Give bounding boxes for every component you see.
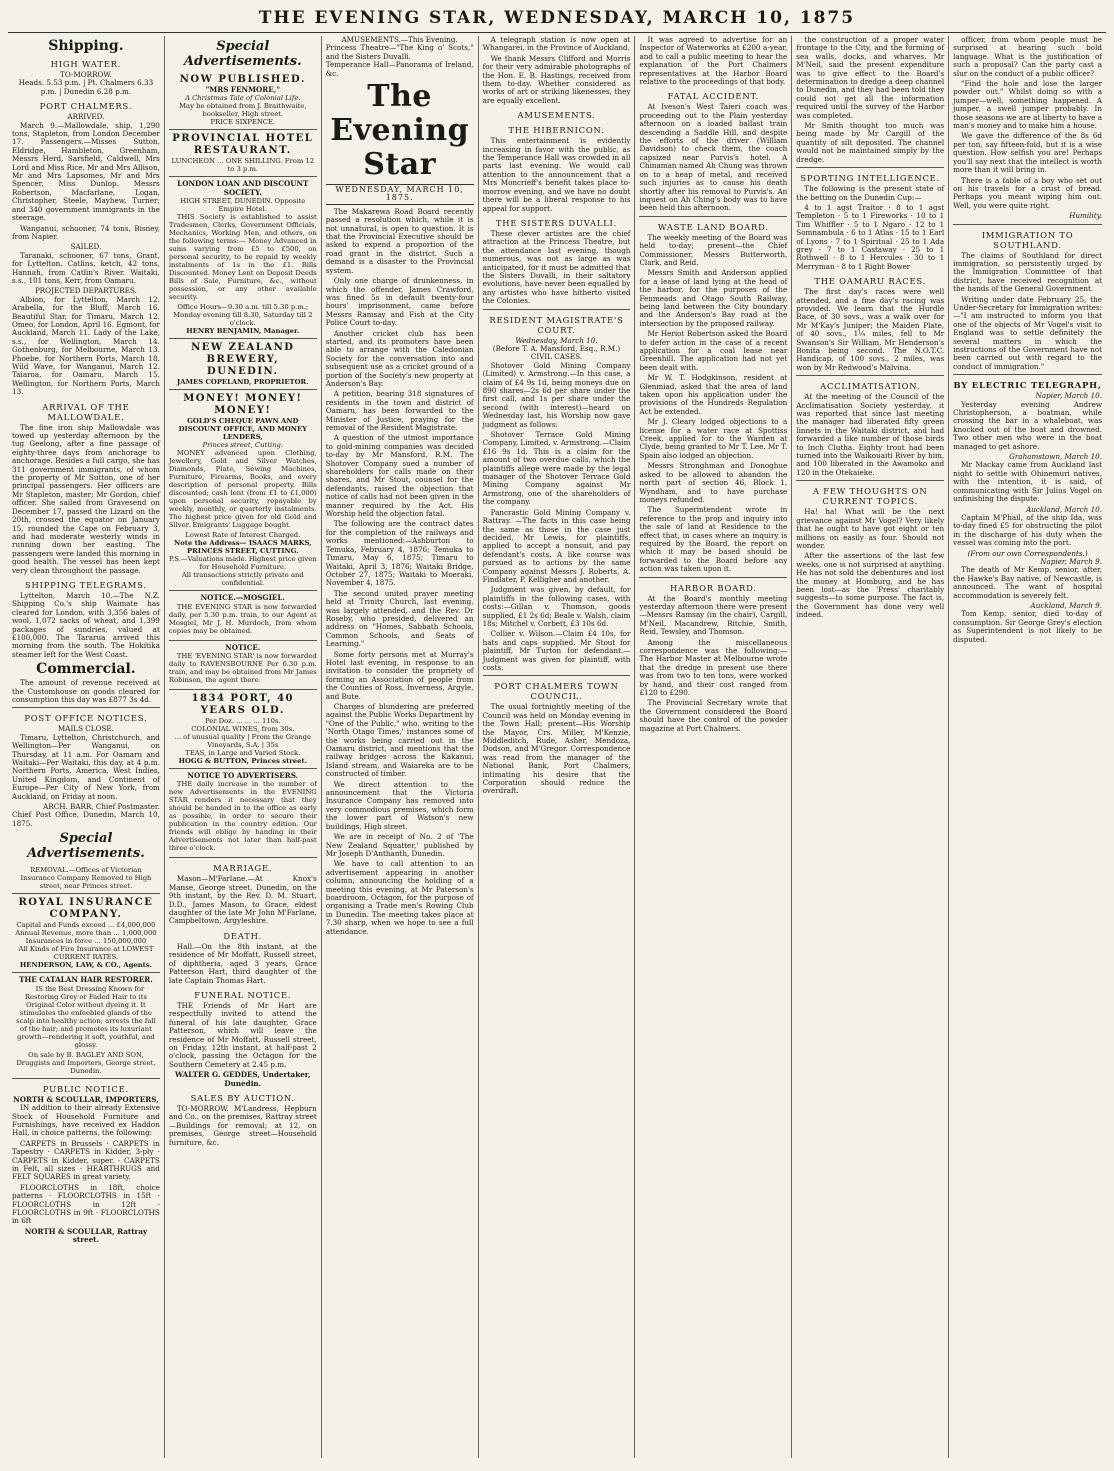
catalan-ad — [12, 973, 160, 1078]
immigration-text-2: Writing under date February 25, the Under-Secretary for Immigration writes:—"I am instructed to inform you that one of the objects of Mr Vogel's visit to England was to settle definitely the several matters in which the instructions of the Government have not been carried out with regard to the conduct of immigration." — [953, 294, 1103, 371]
sporting-intro: The following is the present state of the betting on the Dunedin Cup:— — [796, 184, 945, 202]
mosgiel-text: THE EVENING STAR is now forwarded daily, per 5.30 p.m. train, to our Agent at Mosgiel, Mr J. H. Murdoch, from whom copies may be obtained. — [168, 602, 317, 635]
mallowdale-text: The fine iron ship Mallowdale was towed up yesterday afternoon by the tug Geelong, after a fine passage of eighty-three days from anchorage to anchorage. Besides a full cargo, she has 311 government immigrants, of whom the property of Mr Sutton, one of her principal passengers. Her officers are Mr Stapleton, master; Mr Gordon, chief officer. She sailed from Gravesend on December 17, passed the Lizard on the 20th, crossed the equator on January 15, rounded the Cape on February 3, and had moderate westerly winds in running down her easting. The passengers were landed this morning in good health. The vessel has been kept very clean throughout the passage. — [12, 422, 160, 575]
post-sign: ARCH. BARR, Chief Postmaster. — [43, 802, 160, 812]
commercial-title: Commercial. — [36, 661, 136, 678]
divider — [796, 167, 944, 168]
loan-address: HIGH STREET, DUNEDIN. Opposite Empire Hotel. — [180, 197, 306, 214]
court-text-4: Judgment was given, by default, for plaintiffs in the following cases, with costs:—Gillan v. Thomson, goods supplied, £1 2s 6d; Beale v. Walsh, claim 18s; Mitchel v. Corbett, £3 10s 6d. — [482, 585, 631, 628]
dateline: WEDNESDAY, MARCH 10, 1875. — [326, 184, 474, 205]
leader-p7: The second united prayer meeting held at Trinity Church, last evening, was largely attended, and the Rev. Dr Roseby, who presided, delivered an address on "Homes, Sabbath Schools, Common Schools, and Seats of Learning." — [325, 588, 474, 649]
court-before: (Before T. A. Mansford, Esq., R.M.) — [492, 343, 621, 353]
council-text: The usual fortnightly meeting of the Council was held on Monday evening in the Town Hall; present—His Worship the Mayor, Crs. Miller, M'Kenzie, Middleditch, Rude, Asher, Mendoza, Dodson, and M'Gregor. Correspondence was read from the manager of the National Bank, Port Chalmers, intimating his desire that the Corporation should reduce the overdraft. — [482, 702, 631, 796]
catalan-sale: On sale by B. BAGLEY AND SON, Druggists and Importers, George street, Dunedin. — [16, 1050, 156, 1075]
royal-agent: HENDERSON, LAW, & CO., Agents. — [19, 961, 152, 970]
divider — [796, 480, 944, 481]
auckland-title: Auckland, March 10. — [1025, 504, 1103, 514]
loan-title: LONDON LOAN AND DISCOUNT SOCIETY. — [177, 179, 309, 197]
removal-text: REMOVAL.—Offices of Victorian Insurance Company Removed to High street, near Princes street. — [20, 866, 152, 891]
money-ad — [169, 390, 317, 591]
amusements-top: AMUSEMENTS.—This Evening. — [341, 36, 458, 44]
leader-p5: A question of the utmost importance to gold-mining companies was decided to-day by Mr Mansford, R.M. The Shotover Company sued a number of shareholders for calls made on their shares, and Mr Stout, counsel for the defendants, raised the objection that notice of calls had not been given in the manner required by the Act. His Worship held the objection fatal. — [325, 433, 474, 519]
harbor-text-2: Among the miscellaneous correspondence was the following:—The Harbor Master at Melbourne wrote that the dredge in present use there was from two to ten tons, were worked by hand, and their cost ranged from £120 to £290. — [639, 637, 788, 698]
leader-p6: The following are the contract dates for the completion of the railways and works mentioned:—Ashburton to Temuka, February 4, 1876; Temuka to Timaru, May 6, 1875; Timaru to Waitaki, April 3, 1876; Waitaki Bridge, October 27, 1875; Waitaki to Moeraki, November 4, 1875. — [325, 519, 474, 588]
auckland2-text: Tom Kemp, senior, died to-day of consumption. Sir George Grey's election as Superintendent is not likely to be disputed. — [953, 609, 1103, 644]
projected-label: PROJECTED DEPARTURES. — [34, 286, 137, 296]
waste-text-5: Mr J. Cleary lodged objections to a license for a water race at Spottiss Creek, applied for to the Warden at Clyde, being granted to Mr T. Lee. Mr T. Spain also lodged an objection. — [639, 417, 788, 460]
mosgiel-title: NOTICE.—MOSGIEL. — [200, 593, 285, 603]
royal-note: All Kinds of Fire Insurance at LOWEST CURRENT RATES. — [18, 945, 154, 962]
column-2 — [165, 36, 322, 1458]
harbor-title: HARBOR BOARD. — [669, 582, 757, 593]
evening-star-title: The Evening Star — [330, 79, 470, 183]
telegraph-title: BY ELECTRIC TELEGRAPH, — [953, 380, 1102, 391]
wine-ad — [169, 690, 317, 769]
loan-text: THIS Society is established to assist Tradesmen, Clerks, Government Officials, Mechanics, Working Men, and others, on the following terms:— Money Advanced in sums varying from £5 to £500, on personal security, to be repaid by weekly instalments of 1s in the £1. Bills Discounted. Money Lent on Deposit Deeds Bills of Sale, Furniture, &c., without possession, or any other available security. — [168, 213, 317, 302]
few-title: A FEW THOUGHTS ON CURRENT TOPICS. — [812, 486, 928, 507]
grahamstown-text: Mr Mackay came from Auckland last night to settle with Ohinemuri natives, with the intention, it is said, of communicating with Sir Julius Vogel on unfinishing the dispute. — [953, 460, 1103, 504]
betting-list: 4 to 1 agst Traitor · 8 to 1 agst Templeton · 5 to 1 Fireworks · 10 to 1 Tim Whiffler · 5 to 1 Ngaro · 12 to 1 Somnambula · 6 to 1 Atlas · 15 to 1 Earl of Lyons · 7 to 1 Spiritual · 25 to 1 Ada grey · 7 to 1 Castaway · 25 to 1 Rothwell · 8 to 1 Hercules · 30 to 1 Merryman · 8 to 1 Right Bower — [796, 202, 945, 271]
gold-title: GOLD'S CHEQUE PAWN AND DISCOUNT OFFICE, AND MONEY LENDERS, — [178, 417, 307, 442]
mosgiel-notice — [169, 591, 317, 640]
leader-p12: We have to call attention to an advertisement appearing in another column, announcing the holding of a meeting this evening, at Mr Paterson's boardroom, Octagon, for the purpose of organising a Trade men's Rowing Club in Dunedin. The meeting takes place at 7.30 sharp, when we hope to see a full attendance. — [325, 859, 474, 936]
hibernicon-text: This entertainment is evidently increasing in favor with the public, as the Temperance Hall was crowded in all parts last evening. We would call attention to the announcement that a Mrs Moncrieff's benefit takes place to-morrow evening, and we have no doubt there will be a liberal response to his appeal for support. — [482, 136, 631, 213]
royal-title: ROYAL INSURANCE COMPANY. — [18, 897, 154, 921]
teas: TEAS, in Large and Varied Stock. — [185, 749, 301, 758]
column-1 — [8, 36, 165, 1458]
grahamstown-title: Grahamstown, March 10. — [1009, 452, 1103, 462]
royal-capital: Capital and Funds exceed ... £4,000,000 — [16, 921, 156, 930]
divider — [953, 224, 1102, 225]
divider — [796, 375, 944, 376]
oamaru-title: THE OAMARU RACES. — [814, 276, 927, 287]
arrivals-text: March 9.—Mallowdale, ship, 1,290 tons, Stapleton, from London December 17. Passengers.—Misses Sutton, Eldridge, Hambleton, Greenham, Messrs Herd, Sarsfield, Caldwell, Mrs Lord and Miss Rice, Mr and Mrs Allison, Mr and Mrs Lapsomes, Mr and Mrs Spencer, Miss Dunlop. Messrs Robertson, Macfarlane, Logan, Christopher, Steele, Mayhew, Turner; and 340 government immigrants in the steerage. — [12, 120, 160, 223]
few-cont-2: "Find the hole and lose the larger powder out." Whilst doing so with a jumper—well, something happened. A jumper, a swell jumper probably. In those seasons we are at liberty to have a man's money and to make him a house. — [953, 79, 1103, 131]
interest-text: Lowest Rate of Interest Charged. — [185, 531, 301, 540]
leader-p4: A petition, bearing 318 signatures of residents in the town and district of Oamaru, has been forwarded to the Minister of Justice, praying for the removal of the Resident Magistrate. — [325, 389, 474, 432]
hotel-title: PROVINCIAL HOTEL RESTAURANT. — [172, 133, 314, 157]
column-3 — [322, 36, 479, 1458]
royal-revenue: Annual Revenue, more than ... 1,000,000 — [15, 929, 157, 938]
sign-off: Humility. — [1069, 211, 1103, 221]
court-date: Wednesday, March 10. — [515, 335, 598, 345]
accl-title: ACCLIMATISATION. — [820, 381, 921, 392]
arrived-label: ARRIVED. — [67, 112, 105, 122]
wanganui-text: Wanganui, schooner, 74 tons, Bisney, from Napier. — [12, 223, 160, 241]
north-sign: NORTH & SCOULLAR, Rattray street. — [24, 1226, 148, 1245]
leader-p10: We direct attention to the announcement that the Victoria Insurance Company has removed into very commodious premises, which form the lower part of Watson's new buildings, High street. — [325, 779, 474, 831]
brewery-title: NEW ZEALAND BREWERY, DUNEDIN. — [191, 342, 295, 378]
masthead: THE EVENING STAR, WEDNESDAY, MARCH 10, 1875 — [8, 6, 1106, 33]
council-title: PORT CHALMERS TOWN COUNCIL. — [494, 681, 619, 702]
column-7 — [949, 36, 1106, 1458]
valuations-text: P.S.—Valuations made. Highest price given for Household Furniture. — [168, 555, 317, 572]
court-text-1: Shotover Gold Mining Company (Limited) v. Armstrong.—In this case, a claim of £4 9s 1d, being moneys due on 890 shares—2s 6d per share under the first call, and 1s per share under the second (with interest)—heard on Wednesday last, his Worship now gave judgment as follows: — [482, 360, 631, 429]
leader-p9: Charges of blundering are preferred against the Public Works Department by "One of the Public," who, writing to the 'North Otago Times,' instances some of the works being carried out in the Oamaru district, and mentions that the railway bridges across the Kakanui, Island stream, and Waiareka are to be constructed of timber. — [325, 702, 474, 779]
civil-cases: CIVIL CASES. — [530, 352, 583, 362]
sailed-label: SAILED. — [70, 242, 102, 252]
fatal-text: At Iveson's West Taieri coach was proceeding out to the Plain yesterday afternoon on a loaded ballast train descending a Saddle Hill, and despite the efforts of the driver (William Davidson) to check them, the coach capsized near Purvis's hotel. A Chinaman named Ah Chung was thrown on to a heap of metal, and received such injuries as to cause his death shortly after his removal to Purvis's. An inquest on Ah Ching's body was to have been held this afternoon. — [639, 102, 788, 213]
napier-text: Yesterday evening Andrew Christopherson, a boatman, while crossing the bar in a whaleboat, was knocked out of the boat and drowned. Two other men who were in the boat managed to get ashore. — [953, 399, 1103, 451]
column-6 — [792, 36, 949, 1458]
telegrams-heading: SHIPPING TELEGRAMS. — [24, 579, 147, 590]
luncheon: LUNCHEON ... ONE SHILLING. From 12 to 3 p.m. — [171, 157, 315, 174]
divider — [483, 675, 631, 676]
fenmore-price: PRICE SIXPENCE. — [210, 118, 276, 127]
harbor-cont-2: Mr Smith thought too much was being made by Mr Cargill of the quantity of silt deposited. The channel would not be maintained simply by the dredge. — [796, 121, 945, 164]
columns — [8, 36, 1106, 1458]
newspaper-page — [8, 6, 1106, 1458]
divider — [12, 707, 160, 708]
leader-p8: Some forty persons met at Murray's Hotel last evening, in response to an invitation to consider the propriety of forming an Association of people from the Counties of Ross, Inverness, Argyle, and Bute. — [325, 649, 474, 701]
loan-sign: HENRY BENJAMIN, Manager. — [186, 327, 300, 336]
royal-insurance-ad — [12, 894, 160, 973]
immigration-title: IMMIGRATION TO SOUTHLAND. — [981, 229, 1074, 250]
telegrams-text: Lyttelton, March 10.—The N.Z. Shipping Co.'s ship Waimate has cleared for London, with 3,356 bales of wool, 1,072 sacks of wheat, and 1,399 packages of sundries, valued at £100,000. The Tararua arrived this morning from the south. The Hokitika steamer left for the West Coast. — [12, 590, 160, 659]
divider — [953, 374, 1102, 375]
high-water-row: Heads. 5.53 p.m. | Pt. Chalmers 6.33 p.m. | Dunedin 6.28 p.m. — [18, 78, 154, 96]
news-p2: We thank Messrs Clifford and Morris for their very admirable photographs of the Hon. E. B. Hastings, received from them to-day. Whether considered as works of art or striking likenesses, they are equally excellent. — [482, 53, 631, 105]
auckland-text: Captain M'Phail, of the ship Ida, was to-day fined £5 for obstructing the pilot in the discharge of his duty when the vessel was coming into the port. — [953, 512, 1103, 548]
from-correspondents: (From our own Correspondents.) — [967, 548, 1088, 558]
note-address: Note the Address— ISAACS MARKS, PRINCES STREET, CUTTING. — [174, 539, 312, 556]
column-4 — [479, 36, 636, 1458]
advertisers-notice — [169, 769, 317, 858]
hogg-button: HOGG & BUTTON, Princes street. — [178, 757, 307, 766]
harbor-text-1: At the Board's monthly meeting yesterday afternoon there were present—Messrs Ramsay (in the chair), Cargill, M'Neil, Macandrew, Ritchie, Smith, Reid, Tewsley, and Thomson. — [639, 593, 788, 637]
fenmore-ad — [169, 71, 317, 130]
amusement-1: Princess Theatre—"The King o' Scots," and the Sisters Duvalli. — [325, 43, 474, 61]
loan-ad — [169, 177, 317, 339]
marriage-text: Mason—M'Farlane.—At Knox's Manse, George street, Dunedin, on the 9th instant, by the Rev. D. M. Stuart, D.D., James Mason, to Grace, eldest daughter of the late Mr John M'Farlane, Campbeltown, Argyleshire. — [168, 874, 317, 926]
leader-p2: Only one charge of drunkenness, in which the offender, James Crawford, was fined 5s in default twenty-four hours' imprisonment, came before Messrs Ramsay and Fish at the City Police Court to-day. — [325, 276, 474, 328]
fenmore-text: May be obtained from J. Braithwaite, bookseller, High street. — [179, 102, 307, 119]
post-date: Chief Post Office, Dunedin, March 10, 1875. — [12, 810, 160, 828]
oamaru-text: The first day's races were well attended, and a fine day's racing was provided. We learn that the Hurdle Race, of 30 sovs., was a walk over for Mr M'Kay's Juniper; the Maiden Plate, of 40 sovs., 1¼ miles, fell to Mr Swanson's Sir William, Mr Henderson's Bonita being second. The N.O.T.C. Handicap, of 100 sovs., 2 miles, was won by Mr Redwood's Malvina. — [796, 287, 945, 372]
divider — [483, 309, 631, 310]
special-ads-title-2: Special Advertisements. — [183, 39, 302, 69]
brewery-prop: JAMES COPELAND, PROPRIETOR. — [177, 378, 309, 387]
grange-wines: ... of unusual quality | From the Grange Vineyards, S.A. | 35s — [174, 733, 312, 750]
advertisers-title: NOTICE TO ADVERTISERS. — [187, 771, 299, 781]
death-title: DEATH. — [223, 930, 263, 941]
waste-text-7: The Superintendent wrote in reference to the prop and inquiry into the sale of land at Residence to the effect that, in cases where an inquiry is required by the Board, the report on which it may be based should be forwarded to the Board before any action was taken upon it. — [639, 505, 788, 574]
divider — [639, 216, 787, 217]
fatal-title: FATAL ACCIDENT. — [667, 91, 760, 102]
few-cont-4: There is a fable of a boy who set out on his travels for a crust of bread. Perhaps you meant wiping him out. Well, you were quite right. — [953, 175, 1103, 210]
north-title: NORTH & SCOULLAR, IMPORTERS, — [13, 1094, 159, 1104]
funeral-sign: WALTER G. GEDDES, Undertaker, Dunedin. — [175, 1070, 311, 1088]
column-5 — [635, 36, 792, 1458]
few-cont-1: officer, from whom people must be surprised at hearing such bold language. What is the justification of such a proposal? Can the party cast a slur on the conduct of a public officer? — [953, 36, 1103, 78]
duvalli-title: THE SISTERS DUVALLI. — [495, 217, 618, 228]
mails-close-label: MAILS CLOSE. — [57, 724, 114, 734]
port-dozen: Per Doz. ... ... ... 110s. — [204, 717, 281, 726]
council-cont: It was agreed to advertise for an Inspector of Waterworks at £200 a-year, and to call a public meeting to hear the explanation of the Port Chalmers representatives at the Harbor Board relative to the proceedings of that body. — [639, 36, 788, 87]
waste-text-1: The weekly meeting of the Board was held to-day; present—the Chief Commissioner, Messrs Butterworth, Clark, and Reid. — [639, 232, 788, 267]
leader-p11: We are in receipt of No. 2 of 'The New Zealand Squatter,' published by Mr Joseph D'Anthanth, Dunedin. — [325, 832, 474, 858]
ravensbourne-notice — [169, 641, 317, 690]
money-title: MONEY! MONEY! MONEY! — [183, 393, 303, 417]
harbor-cont-1: the construction of a proper water frontage to the City, and the forming of sea walls, docks, and wharves. Mr M'Neil, said the present expenditure was to give effect to the Board's determination to dredge a deep channel to Dunedin, and they had been told they could not get all the information required until the survey of the Harbor was completed. — [796, 36, 945, 120]
duvalli-text: These clever artistes are the chief attraction at the Princess Theatre, but the attendance last evening, though numerous, was not as large as was anticipated, for it must be admitted that the Sisters Duvalli, in their saltatory evolutions, have never been equalled by any artistes who have hitherto visited the Colonies. — [482, 228, 631, 306]
court-title: RESIDENT MAGISTRATE'S COURT. — [489, 314, 624, 335]
waste-text-3: Mr Heriot Robertson asked the Board to defer action in the case of a recent application for a coal lease near Greenhill. The application had not yet been dealt with. — [639, 329, 788, 372]
brewery-ad — [169, 339, 317, 390]
fenmore-sub: A Christmas Tale of Colonial Life. — [185, 94, 301, 103]
napier-title: Napier, March 10. — [1035, 391, 1103, 401]
post-heading: POST OFFICE NOTICES. — [24, 713, 148, 724]
sales-title: SALES BY AUCTION. — [190, 1092, 295, 1103]
high-water-sub: TO-MORROW. — [60, 70, 112, 79]
now-published: NOW PUBLISHED. — [179, 74, 306, 85]
waste-title: WASTE LAND BOARD. — [657, 221, 769, 232]
catalan-title: THE CATALAN HAIR RESTORER. — [19, 975, 153, 985]
carpets-list: CARPETS in Brussels · CARPETS in Tapestry · CARPETS in Kidder, 3-ply · CARPETS in Kidder, super. · CARPETS in Felt, all sizes · HEARTHRUGS and FELT SQUARES in great variety. — [12, 1138, 160, 1182]
amusement-2: Temperance Hall—Panorama of Ireland, &c. — [325, 60, 474, 78]
funeral-title: FUNERAL NOTICE. — [194, 989, 292, 1000]
few-text-1: Ha! ha! What will be the next grievance against Mr Vogel? Very likely that he ought to have got eight or ten millions on easily as four. Should not wonder. — [796, 507, 945, 550]
hibernicon-title: THE HIBERNICON. — [508, 125, 605, 136]
divider — [639, 577, 787, 578]
harbor-text-3: The Provincial Secretary wrote that the Government considered the Board should have the control of the powder magazine at Port Chalmers. — [639, 698, 788, 733]
mallowdale-heading: ARRIVAL OF THE MALLOWDALE. — [42, 401, 130, 422]
marriage-title: MARRIAGE. — [213, 863, 273, 874]
sailings-text: Taranaki, schooner, 67 tons, Grant, for Lyttelton. Catlins, ketch, 42 tons, Hannah, from Catlin's River. Waitaki, s.s., 101 tons, Kerr, from Oamaru. — [12, 250, 160, 285]
loan-hours: Office Hours—9.30 a.m. till 5.30 p.m.; Monday evening till 8.30, Saturday till 2 o'clock. — [173, 303, 313, 328]
shipping-title: Shipping. — [48, 38, 124, 54]
accl-text: At the meeting of the Council of the Acclimatisation Society yesterday, it was reported that since last meeting the manager had liberated fifty green linnets in the Waitaki district, and had forwarded a like number of those birds to Inch Clutha. Eighty trout had been turned into the Waikouaiti River by him, and 100 liberated in the Awamoko and 120 in the Otekaieke. — [796, 392, 945, 477]
hotel-ad — [169, 130, 317, 177]
waste-text-4: Mr W. T. Hodgkinson, resident at Glenmiad, asked that the area of land taken upon his application under the provisions of the Hundreds Regulation Act be extended. — [639, 373, 788, 416]
high-water-heading: HIGH WATER. — [50, 59, 122, 69]
post-text: Timaru, Lyttelton, Christchurch, and Wellington—Per Wanganui, on Thursday, at 11 a.m. For Oamaru and Waitaki—Per Waitaki, this day, at 4 p.m. Northern Ports, America, West Indies, United Kingdom, and Continent of Europe—Per City of New York, from Auckland, on Friday at noon. — [12, 732, 160, 801]
confidential-text: All transactions strictly private and confidential. — [181, 571, 304, 588]
colonial-wines: COLONIAL WINES, from 30s. — [191, 725, 295, 734]
funeral-text: THE Friends of Mr Hart are respectfully invited to attend the funeral of his late daughter, Grace Patterson, which will leave the residence of Mr Moffatt, Russell street, on Friday, 12th instant, at half-past 2 o'clock, passing the Octagon for the Southern Cemetery at 2.45 p.m. — [168, 1000, 317, 1069]
removal-ad — [12, 863, 160, 894]
leader-p1: The Makarewa Road Board recently passed a resolution which, while it is not unnatural, is open to question. It is that the Provincial Executive should be asked to expend a proportion of the road grant in the district. Such a demand is a disaster to the Provincial system. — [325, 206, 474, 275]
waste-text-6: Messrs Stronghman and Donoghue asked to be allowed to abandon the north part of section 46, Block 1, Wyndham, and to have purchase moneys refunded. — [639, 461, 788, 504]
few-cont-3: We gave the difference of the 8s 6d per ton, say fifteen-fold, but it is a wise question. How selfish you are! Perhaps you'll say next that the intellect is worth more than it will bring in. — [953, 131, 1103, 175]
auckland2-title: Auckland, March 9. — [1030, 600, 1103, 610]
ravens-text: THE 'EVENING STAR' is now forwarded daily to RAVENSBOURNE Per 6.30 p.m. train, and may be obtained from Mr James Robinson, the agent there. — [168, 652, 317, 685]
notice-title: NOTICE. — [225, 642, 261, 652]
death-text: Hall.—On the 8th instant, at the residence of Mr Moffatt, Russell street, of diphtheria, aged 3 years, Grace Patterson Hart, third daughter of the late Captain Thomas Hart. — [168, 941, 317, 985]
commercial-text: The amount of revenue received at the Customhouse on goods cleared for consumption this day was £877 3s 4d. — [12, 678, 160, 704]
sales-text: TO-MORROW. M'Landress, Hepburn and Co., on the premises, Rattray street—Buildings for removal; at 12, on premises, George street—Household furniture, &c. — [168, 1103, 317, 1147]
waste-text-2: Messrs Smith and Anderson applied for a lease of land lying at the head of the harbor, for the purposes of the Fenmeads and Otago South Railway, being land between the City boundary and the Anderson's Bay road at the intersection by the proposed railway. — [639, 268, 788, 328]
napier2-title: Napier, March 9. — [1040, 556, 1103, 566]
court-text-3: Pancrastic Gold Mining Company v. Rattray. —The facts in this case being the same as those in the case just decided, Mr Lewis, for plaintiffs, applied to accept a nonsuit, and pay defendant's costs. A like course was pursued as to actions by the same Company against Messrs J. Roberts, A. Findlater, P. Kelligher and another. — [482, 507, 631, 584]
court-text-2: Shotover Terrace Gold Mining Company, Limited, v. Armstrong.—Claim £16 9s 1d. This is a claim for the amount of two overdue calls, which the plaintiffs allege were made by the legal manager of the Shotover Terrace Gold Mining Company against Mr Armstrong, one of the shareholders of the company. — [482, 430, 631, 507]
catalan-text: IS the Best Dressing Known for Restoring Grey or Faded Hair to its Original Color without dyeing it. It stimulates the enfeebled glands of the scalp into healthy action; arrests the fall of the hair; and promotes its luxuriant growth—rendering it soft, youthful, and glossy. — [16, 984, 156, 1049]
floorcloths-list: FLOORCLOTHS in 18ft, choice patterns · FLOORCLOTHS in 15ft · FLOORCLOTHS in 12ft · FLOORCLOTHS in 9ft · FLOORCLOTHS in 6ft — [12, 1182, 160, 1226]
few-text-2: After the assertions of the last few weeks, one is not surprised at anything. He has not sold the debentures and lost the money at Homburg, and he has been lost—as the 'Press' charitably suggests—to some purpose. The fact is, the Government has done very well indeed. — [796, 551, 945, 620]
port-heading: PORT CHALMERS. — [39, 101, 133, 112]
north-text: IN addition to their already Extensive Stock of Household Furniture and Furnishings, have received ex Haddon Hall, in choice patterns, the following: — [12, 1103, 160, 1138]
special-ads-title-1: Special Advertisements. — [27, 831, 145, 862]
sporting-title: SPORTING INTELLIGENCE. — [800, 173, 941, 184]
gold-text: MONEY advanced upon Clothing, Jewellery, Gold and Silver Watches, Diamonds, Plate, Sewing Machines, Furniture, Firearms, Books, and every description of personal property. Bills discounted; cash lent (from £1 to £1,000) upon personal security, repayable by weekly, monthly, or quarterly instalments. The highest price given for old Gold and Silver. Emigrants' Luggage bought. — [168, 449, 317, 530]
court-text-5: Collier v. Wilson.—Claim £4 10s, for hats and caps supplied. Mr Stout for plaintiff, Mr Turton for defendant.—Judgment was given for plaintiff, with costs. — [482, 629, 631, 672]
port-title: 1834 PORT, 40 YEARS OLD. — [191, 693, 294, 717]
immigration-text-1: The claims of Southland for direct immigration, so persistently urged by the Immigration Committee of that district, have received recognition at the hands of the General Government. — [953, 250, 1103, 294]
advertisers-text: THE daily increase in the number of new Advertisements in the EVENING STAR renders it necessary that they should be handed in to the office as early as possible, in order to secure their publication in the country edition. Our friends will oblige by handing in their Advertisements not later than half-past three o'clock. — [168, 780, 317, 853]
royal-insurance: Insurances in force ... 150,000,000 — [25, 937, 147, 946]
gold-address: Princes street, Cutting. — [202, 441, 284, 450]
news-p1: A telegraph station is now open at Whangarei, in the Province of Auckland. — [482, 36, 631, 53]
projected-text: Albion, for Lyttelton, March 12. Arabella, for the Bluff, March 16. Beautiful Star, for Timaru, March 12. Omeo, for London, April 16. Egmont, for Auckland, March 11. Lady of the Lake, s.s., for Wellington, March 14. Gothenburg, for Melbourne, March 13. Phoebe, for Northern Ports, March 18. Wild Wave, for Wanganui, March 12. Taiaroa, for Oamaru, March 15. Wellington, for Northern Ports, March 13. — [12, 294, 160, 397]
fenmore-title: "MRS FENMORE," — [205, 85, 280, 94]
public-notice-heading: PUBLIC NOTICE. — [42, 1083, 129, 1094]
amusements-title: AMUSEMENTS. — [517, 110, 596, 121]
leader-p3: Another cricket club has been started, and its promoters have been able to arrange with the Caledonian Society for the conversation into and subsequent use as a cricket ground of a portion of the Society's new property at Anderson's Bay. — [325, 328, 474, 388]
napier2-text: The death of Mr Kemp, senior, after, the Hawke's Bay native, of Newcastle, is announced. The want of hospital accommodation is severely felt. — [953, 565, 1103, 600]
